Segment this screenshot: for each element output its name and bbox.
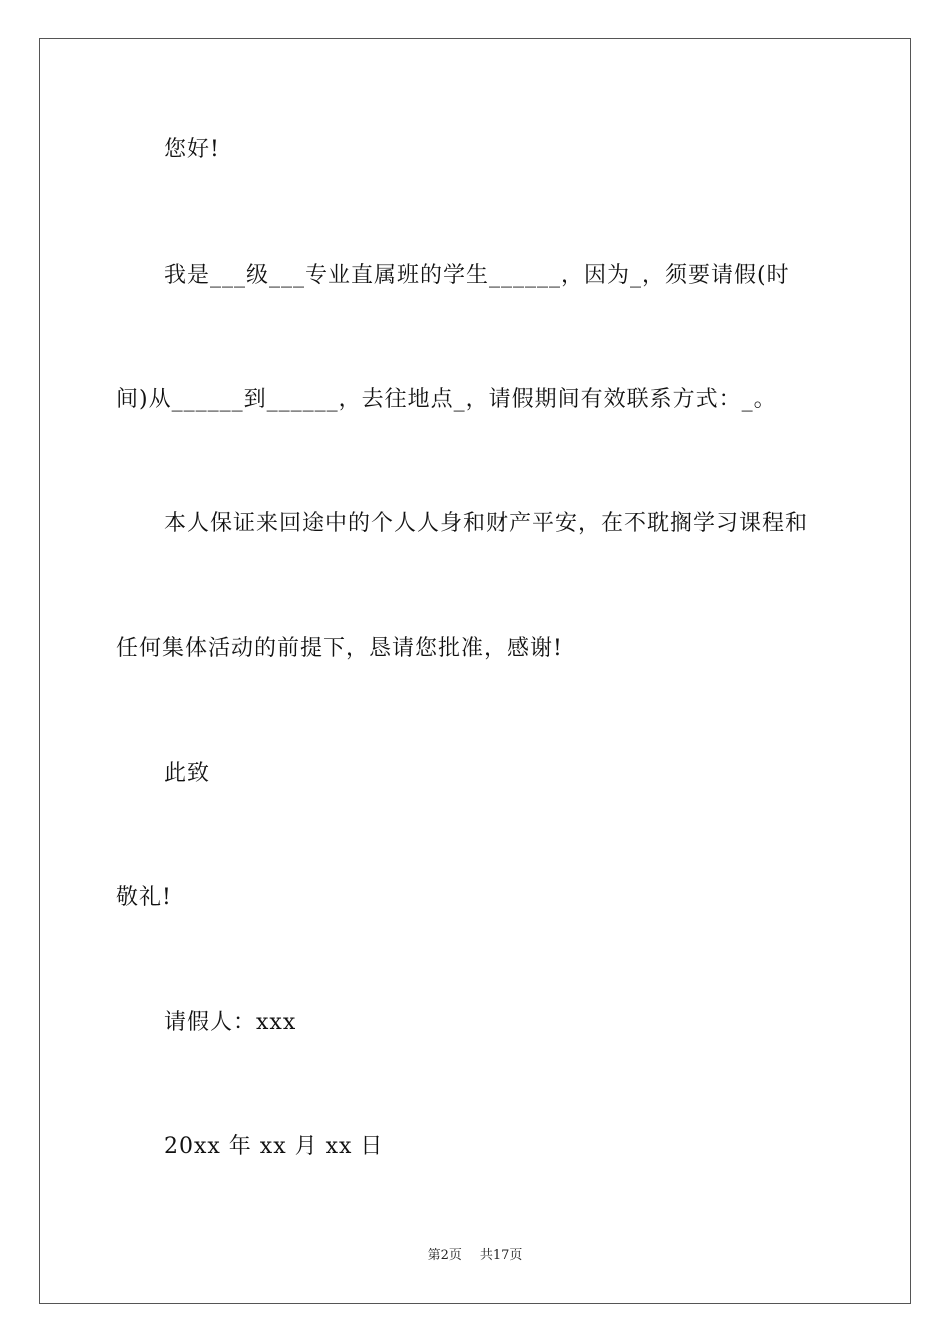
body-paragraph-2-line-1: 本人保证来回途中的个人人身和财产平安，在不耽搁学习课程和 (164, 511, 809, 536)
page-number-total: 共17页 (479, 1248, 523, 1263)
body-paragraph-1-line-1: 我是___级___专业直属班的学生______，因为_，须要请假(时 (164, 263, 790, 288)
page-footer (0, 1247, 950, 1265)
body-paragraph-1-line-2: 间)从______到______，去往地点_，请假期间有效联系方式：_。 (116, 387, 777, 412)
page-number-current: 第2页 (427, 1248, 462, 1263)
page-frame (39, 38, 911, 1304)
closing-salutation: 此致 (164, 761, 211, 786)
signature: 请假人：xxx (164, 1010, 297, 1035)
date: 20xx 年 xx 月 xx 日 (164, 1134, 384, 1159)
greeting: 您好! (164, 137, 220, 162)
closing-regards: 敬礼! (116, 885, 172, 910)
body-paragraph-2-line-2: 任何集体活动的前提下，恳请您批准，感谢! (116, 636, 563, 661)
